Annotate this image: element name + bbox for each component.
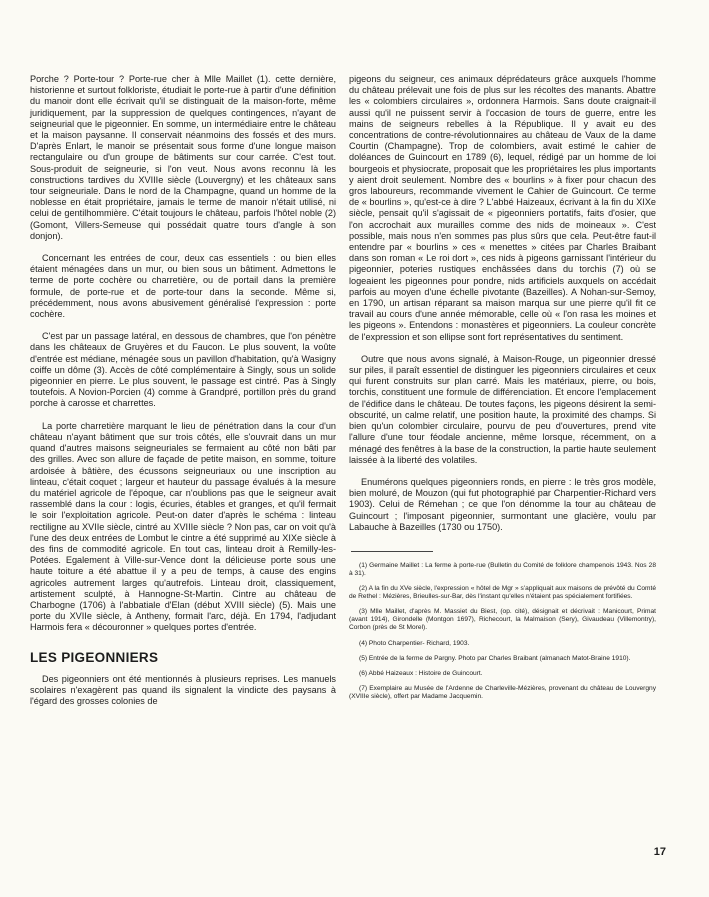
footnotes bbox=[349, 562, 656, 701]
paragraph-pigeonniers-ronds: Enumérons quelques pigeonniers ronds, en pierre : le très gros modèle, bien moluré, de Mouzon (qui fut photographié par Charpentier-Richard vers 1903). Celui de Rémehan ; ce que l'on dénomme la tour au château de Guincourt ; l'imposant pigeonnier, surmontant une glacière, voulu par Labauche à Bazeilles (1730 ou 1750). bbox=[349, 476, 656, 532]
footnote: (4) Photo Charpentier- Richard, 1903. bbox=[359, 639, 470, 647]
paragraph-entrees-de-cour: Concernant les entrées de cour, deux cas essentiels : ou bien elles étaient ménagées dans un mur, ou bien sous un bâtiment. Admettons le terme de porte cochère ou charretière, ou de portail dans la première formule, de porte-rue et de porte-tour dans la seconde. Même si, précédemment, nous avons abusivement généralisé l'expression : porte cochère. bbox=[30, 253, 336, 320]
footnote-divider bbox=[351, 551, 433, 552]
paragraph-pigeonniers-types: Outre que nous avons signalé, à Maison-Rouge, un pigeonnier dressé sur piles, il paraît essentiel de distinguer les pigeonniers circulaires et ceux qui furent construits sur plan carré. Mais les matériaux, pierre, ou bois, torchis, constituent une formule de différenciation. Et encore l'emplacement de l'édifice dans le château. De toutes façons, les pigeons désirent la semi-obscurité, un calme relatif, une position haute, la proximité des champs. Si bien qu'un colombier circulaire, pourvu de peu d'ouvertures, prend vite l'allure d'une tour féodale ancienne, même lorsque, récemment, on a ménagé des fenêtres à la base de la construction, la partie haute seulement laissée à la liberté des volatiles. bbox=[349, 353, 656, 465]
paragraph-porte-charretiere: La porte charretière marquant le lieu de pénétration dans la cour d'un château n'ayant bâtiment que sur trois côtés, elle s'ouvrait dans un mur quand d'autres maisons seigneuriales se fermaient au côté non bâti par des grilles. Avec son allure de façade de petite maison, en somme, toiture ardoisée à bâtière, des écussons seigneuriaux ou une inscription au linteau, c'était coquet ; largeur et hauteur du passage évalués à la mesure du matériel agricole de l'époque, car n'oublions pas que le seigneur avait rassemblé dans la cour : logis, écuries, étables et granges, et qu'il fermait le soir l'exploitation agricole. Peut-on dater d'après le schéma : linteau rectiligne au XVIIe siècle, cintré au XVIIIe siècle ? Non pas, car on voit qu'à l'une des deux entrées de Lombut le cintre a été supprimé au XIXe siècle à des fins de commodité agricole. En tout cas, linteau droit à Remilly-les-Potées. Egalement à Ville-sur-Vence dont la délicieuse porte sous une haute toiture a été abattue il y a peu de temps, à cause des engins agricoles autrement larges qu'autrefois. Linteau droit, classiquement, artistement sculpté, à Hannogne-St-Martin. Cintre au château de Charbogne (1706) à l'abbatiale d'Elan (début XVIII siècle) (5). Mais une porte du XVIIe siècle, à Antheny, formait l'arc, déjà. En 1794, l'adjudant Harmois fera « découronner » quelques portes d'entrée. bbox=[30, 420, 336, 633]
right-column bbox=[349, 74, 656, 708]
section-heading-pigeonniers: LES PIGEONNIERS bbox=[30, 649, 159, 665]
page-number: 17 bbox=[653, 846, 666, 858]
footnote: (7) Exemplaire au Musée de l'Ardenne de Charleville-Mézières, provenant du château de Louvergny (XVIIIe siècle), offert par Madame Jacquemin. bbox=[349, 684, 656, 700]
paragraph-passage-lateral: C'est par un passage latéral, en dessous de chambres, que l'on pénètre dans les châteaux de Gruyères et du Faucon. Le plus souvent, la voûte d'entrée est médiane, ménagée sous un pavillon d'habitation, qu'à Wasigny coiffe un dôme (3). Accès de côté complémentaire à Singly, sous un solide pigeonnier en pierre. Le plus souvent, le passage est cintré. Pas à Singly toutefois. A Novion-Porcien (4) comme à Grandpré, portillon près du grand porche à carosse et charrettes. bbox=[30, 331, 336, 409]
footnote: (2) A la fin du XVe siècle, l'expression « hôtel de Mgr » s'appliquait aux maisons de prévôté du Comté de Rethel : Mézières, Brieulles-sur-Bar, dès l'instant qu'elles n'étaient pas spécialement fortifiées. bbox=[349, 585, 656, 601]
paragraph-manoir: Porche ? Porte-tour ? Porte-rue cher à Mlle Maillet (1). cette dernière, historienne et surtout folkloriste, étudiait le porte-rue à partir d'une définition du manoir dont elle écrivait qu'il se distinguait de la maison-forte, même juridiquement, par la suppression de quelques contingences, n'ayant de seigneurial que le pigeonnier. En somme, un intermédiaire entre le château et la maison paysanne. Il conservait néanmoins des fossés et des murs. D'après Enlart, le manoir se présentait sous forme d'une longue maison rectangulaire ou d'un groupe de bâtiments sur cour carrée. C'est tout. Sous-produit de seigneurie, si l'on veut. Nous avons reconnu là les constructions tardives du XVIIIe siècle (Louvergny) et les châteaux sans tour seigneuriale. Dans le nord de la Champagne, quand un homme de la noblesse en était propriétaire, jamais le terme de manoir n'était utilisé, ni celui de gentilhommière. C'était toujours le château, parfois l'hôtel noble (2) (Gomont, Villers-Semeuse qui possédait quatre tours d'angle à son donjon). bbox=[30, 74, 336, 241]
paragraph-pigeonniers-intro: Des pigeonniers ont été mentionnés à plusieurs reprises. Les manuels scolaires n'exagèrent pas quand ils signalent la vindicte des paysans à l'égard des grosses colonies de bbox=[30, 673, 336, 706]
footnote: (5) Entrée de la ferme de Pargny. Photo par Charles Braibant (almanach Matot-Braine 1910). bbox=[359, 654, 631, 662]
footnote: (6) Abbé Haizeaux : Histoire de Guincourt. bbox=[359, 669, 483, 677]
left-column bbox=[30, 74, 336, 707]
paragraph-pigeons-seigneur: pigeons du seigneur, ces animaux déprédateurs grâce auxquels l'homme du château prélevait une fois de plus sur les récoltes des manants. Abattre les « colombiers circulaires », ordonnera Harmois. Sans doute craignait-il aussi qu'il ne puissent servir à l'occasion de tours de guerre, entre les mains de seigneurs rebelles à la République. Il y avait eu des concentrations de contre-révolutionnaires au château de Vaux de la dame Courtin (Champagne). Trop de colombiers, avait estimé le cahier de doléances de Guincourt en 1789 (6), lequel, rédigé par un homme de loi bourgeois et physiocrate, proposait que les propriétaires les plus importants y aient droit seulement. Nombre des « bourlins » à fixer pour chacun des gros laboureurs, recommande vivement le Cahier de Guincourt. Ce terme de « bourlins », qu'est-ce à dire ? L'abbé Haizeaux, écrivant à la fin du XIXe siècle, pensait qu'il s'agissait de « pigeonniers portatifs, faits d'osier, que l'on accrochait aux murailles comme des nids de moineaux ». C'est possible, mais nous n'en sommes pas plus sûrs que cela. Peut-être faut-il entendre par « bourlins » ces « menettes » citées par Charles Braibant dans son roman « Le roi dort », ces nids à pigeons garnissant l'intérieur du pigeonnier, poteries rustiques enchâssées dans du torchis (7) où se logeaient les pigeonnes pour pondre, nids artificiels auxquels on accédait parfois au moyen d'une échelle pivotante (Bazeilles). A Nohan-sur-Semoy, en 1790, un artisan réparant sa maison marqua sur une pierre qu'il fit ce travail au cours d'une année mémorable, celle où « l'on rasa les moines et les pigeons ». Entendons : monastères et pigeonniers. La couleur concrète de l'expression et son ellipse sont fort représentatives du sentiment. bbox=[349, 74, 656, 342]
footnote: (3) Mlle Maillet, d'après M. Massiet du Biest, (op. cité), désignait et décrivait : Manicourt, Primat (avant 1914), Girondelle (Montgon 1697), Richecourt, la Malmaison (Sery), Givaudeau (Villemontry), Corbon (près de St Morel). bbox=[349, 608, 656, 632]
footnote: (1) Germaine Maillet : La ferme à porte-rue (Bulletin du Comité de folklore champenois 1943. Nos 28 à 31). bbox=[349, 561, 656, 578]
